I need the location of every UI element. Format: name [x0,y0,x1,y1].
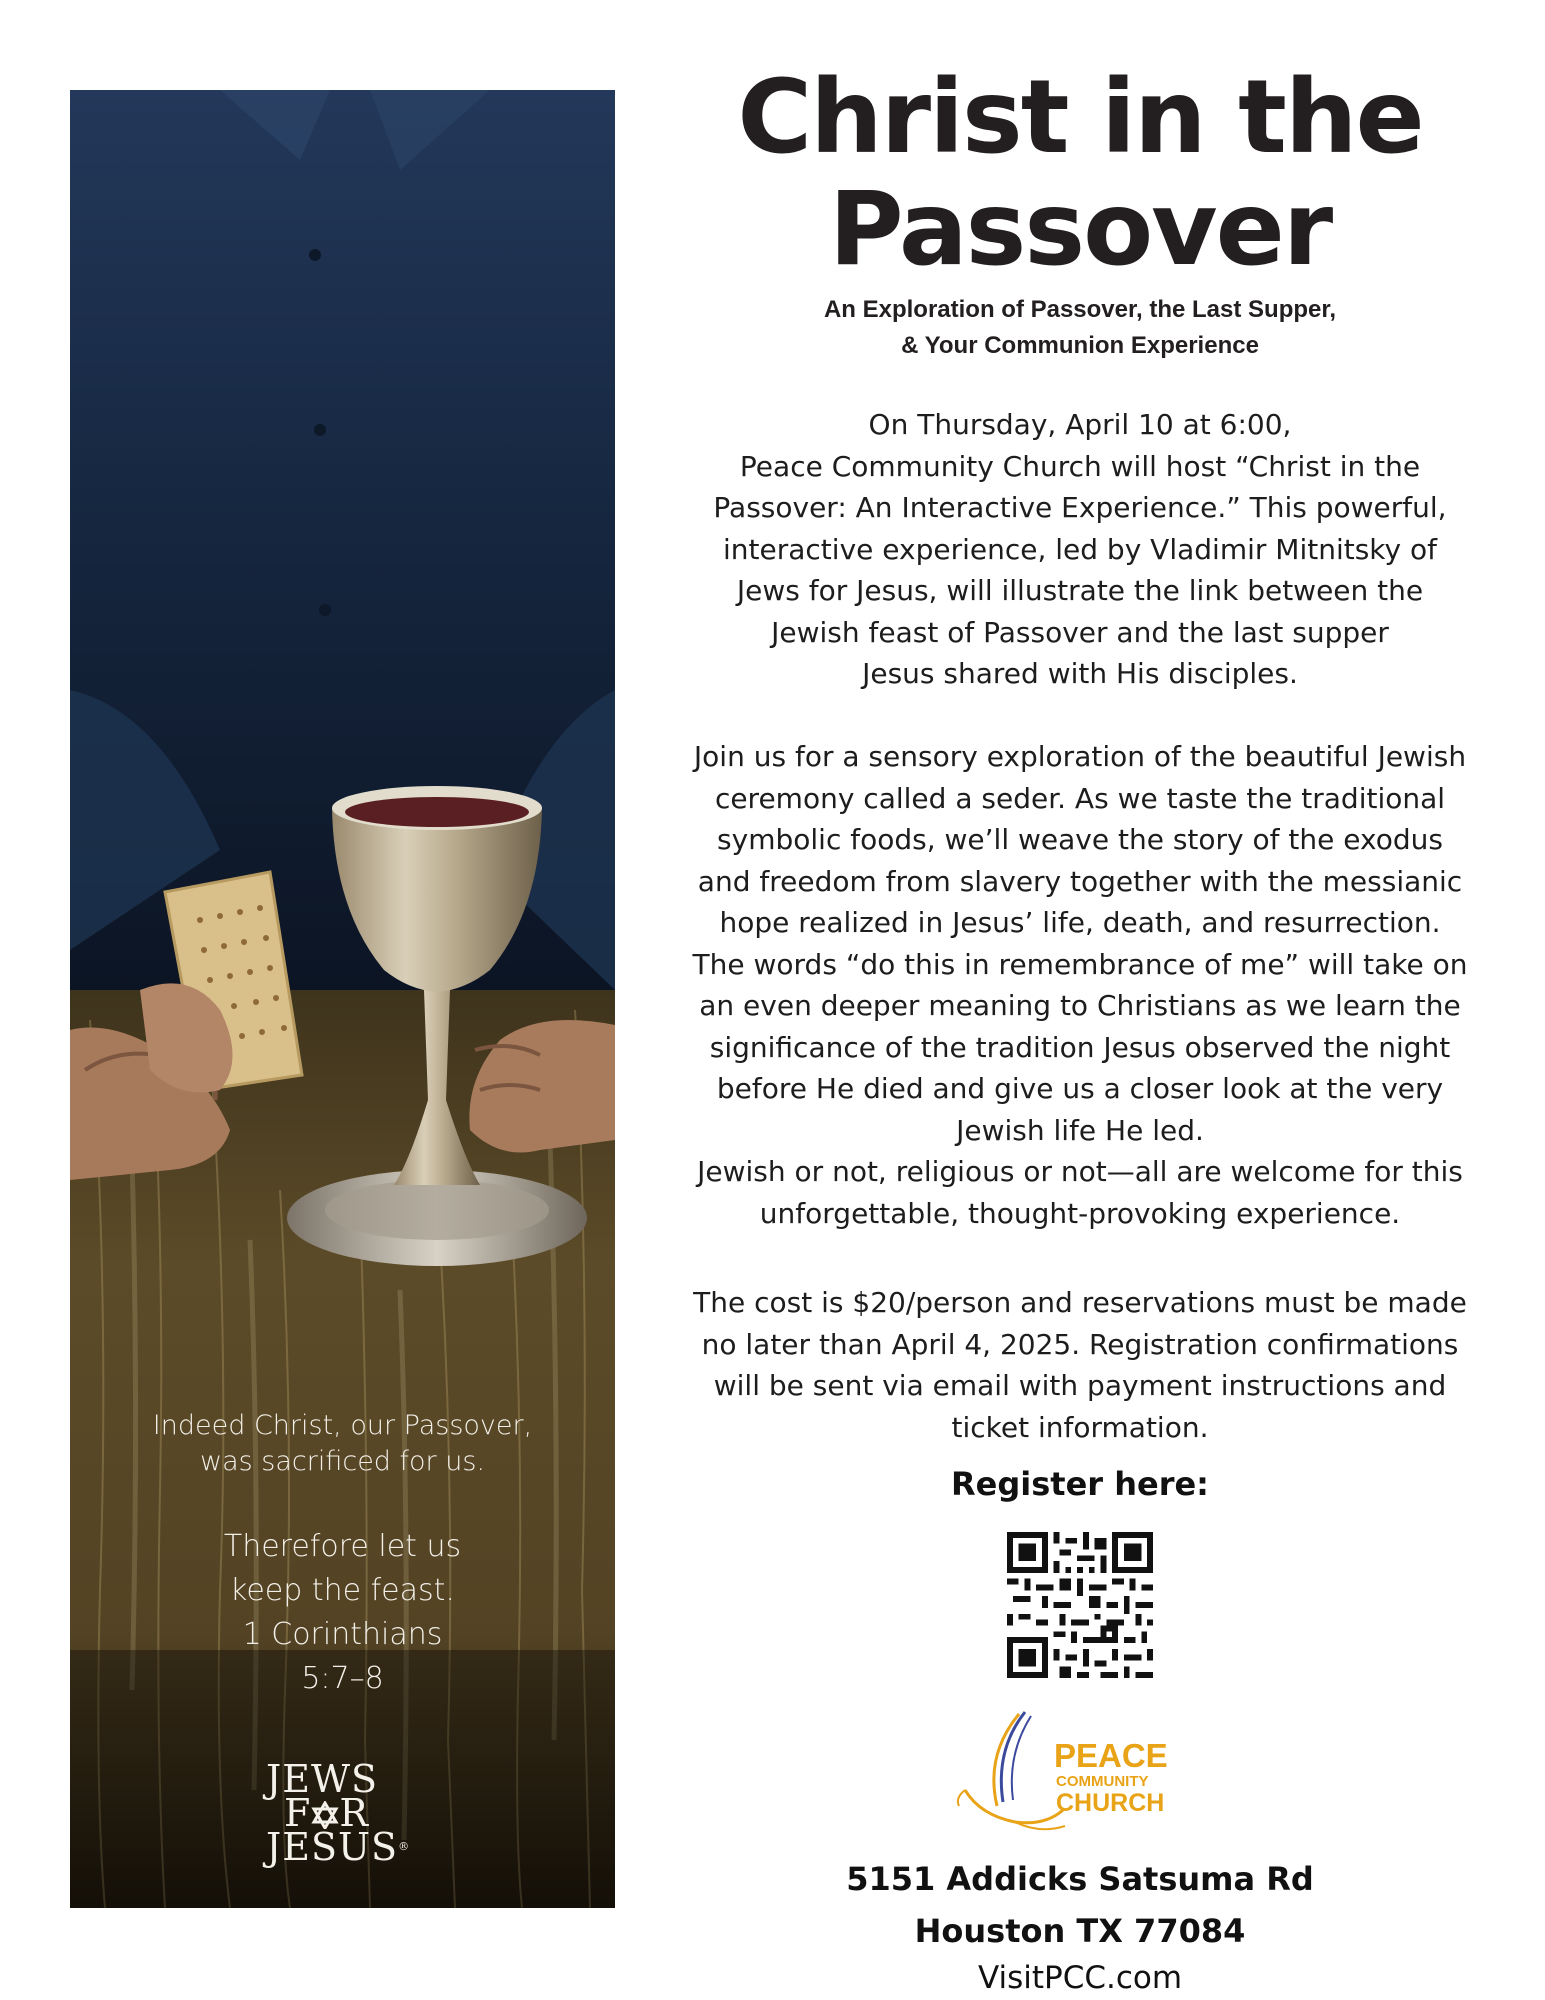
text-line: Jewish feast of Passover and the last supper [771,615,1389,649]
flyer-title [650,58,1510,289]
logo-letter: R [339,1791,369,1835]
text-line: no later than April 4, 2025. Registration confirmations [701,1327,1459,1361]
verse-quote [70,1408,615,1480]
text-line: Peace Community Church will host “Christ in the [739,449,1421,483]
church-logo-peace: PEACE [1054,1737,1168,1774]
verse-line: keep the feast. [230,1573,455,1608]
text-line: unforgettable, thought-provoking experience. [759,1196,1401,1230]
text-line: Passover: An Interactive Experience.” This powerful, [713,491,1447,524]
logo-word: JESUS [266,1825,399,1869]
text-line: Jewish or not, religious or not—all are welcome for this [697,1155,1463,1188]
flyer-subtitle [650,292,1510,364]
verse-reference: 1 Corinthians [242,1617,443,1652]
text-line: ceremony called a seder. As we taste the traditional [714,781,1446,815]
text-line: significance of the tradition Jesus observed the night [709,1030,1451,1064]
description-paragraph [650,736,1510,1234]
text-line: The words “do this in remembrance of me” will take on [692,947,1468,981]
text-line: an even deeper meaning to Christians as we learn the [699,989,1461,1022]
subtitle-line: & Your Communion Experience [901,332,1259,359]
text-line: On Thursday, April 10 at 6:00, [868,408,1292,441]
logo-row-jews: JEWS [266,1757,379,1801]
address-street: 5151 Addicks Satsuma Rd [846,1860,1314,1898]
verse-reference-number: 5:7–8 [301,1661,384,1696]
cost-paragraph [650,1282,1510,1448]
text-line: before He died and give us a closer look at the very [716,1072,1444,1105]
title-line: Passover [828,170,1332,289]
text-line: Jewish life He led. [956,1113,1204,1147]
verse-line: Indeed Christ, our Passover, [152,1410,533,1441]
church-logo-church: CHURCH [1056,1789,1165,1817]
church-logo-community: COMMUNITY [1056,1773,1149,1790]
text-line: symbolic foods, we’ll weave the story of the exodus [717,823,1443,856]
text-line: The cost is $20/person and reservations must be made [693,1286,1467,1319]
register-heading: Register here: [951,1465,1209,1503]
text-line: hope realized in Jesus’ life, death, and resurrection. [719,906,1441,939]
verse-continuation [70,1525,615,1701]
text-line: will be sent via email with payment instructions and [713,1369,1447,1402]
photo-panel [70,90,615,1908]
peace-community-church-logo [955,1710,1185,1840]
registered-mark: ® [398,1840,411,1853]
website-link[interactable]: VisitPCC.com [977,1960,1183,1996]
text-line: interactive experience, led by Vladimir Mitnitsky of [723,532,1437,566]
subtitle-line: An Exploration of Passover, the Last Supper, [823,296,1337,323]
dove-icon [958,1712,1065,1829]
address-city: Houston TX 77084 [914,1912,1246,1950]
jews-for-jesus-logo [266,1757,426,1869]
title-line: Christ in the [737,58,1423,177]
verse-line: Therefore let us [223,1529,462,1564]
qr-code-icon[interactable] [1007,1532,1153,1678]
text-line: ticket information. [951,1410,1209,1444]
event-paragraph [650,404,1510,695]
text-line: Join us for a sensory exploration of the beautiful Jewish [693,740,1467,773]
logo-row-jesus [266,1825,426,1869]
verse-line: was sacrificed for us. [200,1446,485,1477]
text-line: Jesus shared with His disciples. [862,657,1298,690]
text-line: Jews for Jesus, will illustrate the link between the [736,574,1424,607]
text-line: and freedom from slavery together with the messianic [697,864,1463,898]
logo-letter: F [284,1791,312,1835]
